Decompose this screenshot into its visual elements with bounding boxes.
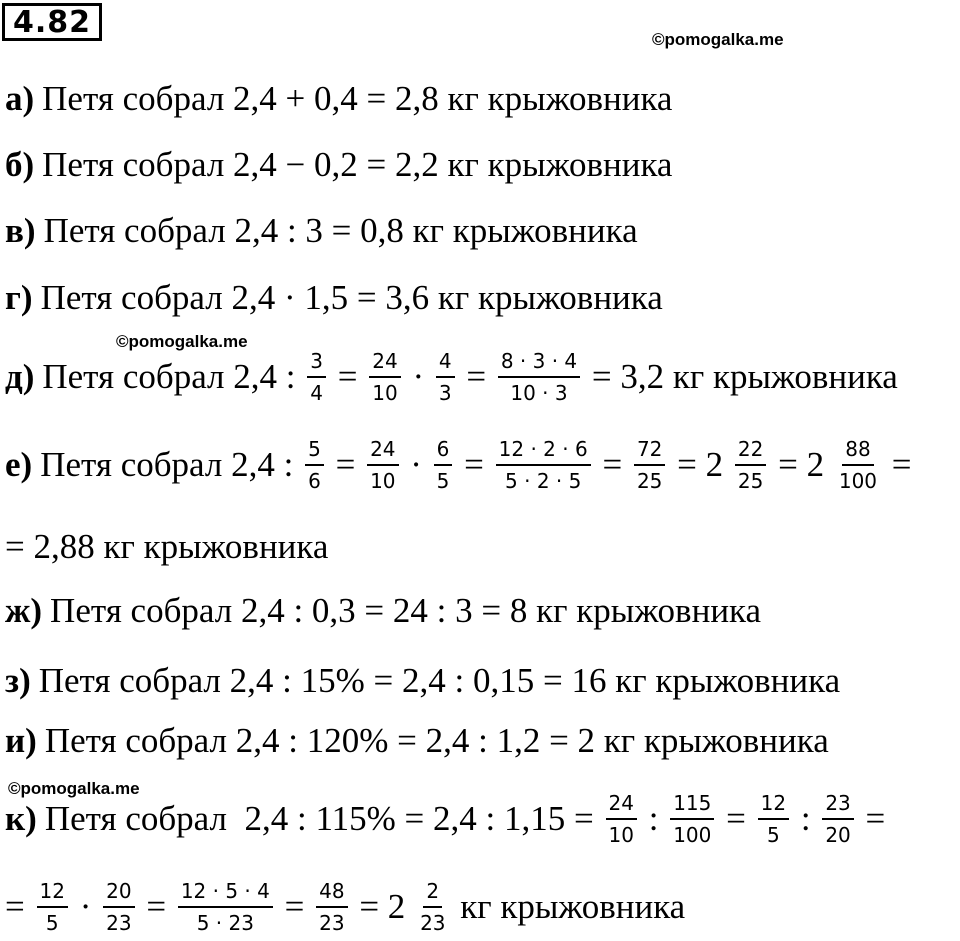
- solution-line: [5, 437, 912, 493]
- solution-line: [5, 879, 686, 935]
- line-text: =: [593, 445, 631, 484]
- line-text: ·: [70, 887, 101, 926]
- fraction-denominator: 5: [767, 823, 780, 847]
- fraction: [369, 349, 400, 405]
- line-text: ·: [403, 357, 433, 396]
- fraction: [634, 437, 665, 493]
- solution-line: [5, 716, 829, 766]
- line-text: Петя собрал 2,4 : 120% = 2,4 : 1,2 = 2 кг крыжовника: [44, 721, 829, 760]
- line-text: =: [457, 357, 495, 396]
- item-label: д): [5, 357, 35, 396]
- line-text: Петя собрал 2,4 : 0,3 = 24 : 3 = 8 кг крыжовника: [50, 591, 762, 630]
- fraction-numerator: 2: [423, 879, 442, 908]
- line-text: ·: [401, 445, 431, 484]
- fraction-denominator: 6: [308, 469, 321, 493]
- fraction: [606, 791, 637, 847]
- watermark: ©pomogalka.me: [652, 30, 784, 49]
- line-text: Петя собрал 2,4 + 0,4 = 2,8 кг крыжовника: [42, 79, 673, 118]
- line-text: =: [5, 887, 34, 926]
- item-label: е): [5, 445, 33, 484]
- fraction: [417, 879, 448, 935]
- fraction: [735, 437, 766, 493]
- solution-line: [5, 273, 663, 323]
- fraction-denominator: 100: [838, 469, 878, 493]
- item-label: з): [5, 661, 31, 700]
- watermark: ©pomogalka.me: [8, 779, 140, 798]
- fraction: [178, 879, 273, 935]
- fraction-denominator: 5: [436, 469, 450, 493]
- fraction: [316, 879, 347, 935]
- watermark: ©pomogalka.me: [116, 332, 248, 351]
- line-text: =: [326, 445, 365, 484]
- fraction: [496, 437, 591, 493]
- fraction-denominator: 10: [372, 381, 398, 405]
- fraction-numerator: 72: [634, 437, 665, 466]
- line-text: Петя собрал 2,4 : 115% = 2,4 : 1,15 =: [44, 799, 603, 838]
- fraction-numerator: 5: [305, 437, 324, 466]
- fraction-denominator: 5: [45, 911, 59, 935]
- fraction-denominator: 10: [370, 469, 396, 493]
- fraction-numerator: 115: [670, 791, 714, 820]
- fraction-denominator: 100: [673, 823, 712, 847]
- fraction-numerator: 4: [436, 349, 455, 378]
- fraction-numerator: 48: [316, 879, 347, 908]
- fraction-numerator: 6: [434, 437, 453, 466]
- fraction-numerator: 23: [822, 791, 853, 820]
- fraction-denominator: 25: [737, 469, 764, 493]
- line-text: = 2,88 кг крыжовника: [5, 527, 329, 566]
- item-label: к): [5, 799, 37, 838]
- solution-line: [5, 791, 886, 847]
- line-text: = 2: [350, 887, 415, 926]
- line-text: Петя собрал 2,4 :: [40, 445, 303, 484]
- fraction: [367, 437, 398, 493]
- line-text: Петя собрал 2,4 · 1,5 = 3,6 кг крыжовника: [40, 278, 663, 317]
- line-text: =: [883, 445, 912, 484]
- fraction-numerator: 3: [307, 349, 326, 378]
- fraction: [307, 349, 326, 405]
- line-text: = 2: [668, 445, 732, 484]
- fraction: [822, 791, 853, 847]
- fraction-numerator: 24: [606, 791, 637, 820]
- item-label: б): [5, 145, 35, 184]
- fraction-numerator: 24: [367, 437, 398, 466]
- fraction-denominator: 10 · 3: [510, 381, 568, 405]
- fraction-denominator: 20: [825, 823, 851, 847]
- item-label: г): [5, 278, 33, 317]
- fraction-numerator: 22: [735, 437, 766, 466]
- solution-line: [5, 586, 761, 636]
- fraction-denominator: 3: [438, 381, 452, 405]
- line-text: кг крыжовника: [451, 887, 686, 926]
- fraction: [37, 879, 68, 935]
- item-label: а): [5, 79, 35, 118]
- fraction-numerator: 20: [103, 879, 134, 908]
- fraction-numerator: 12: [37, 879, 68, 908]
- line-text: = 3,2 кг крыжовника: [583, 357, 898, 396]
- solution-line: [5, 140, 672, 190]
- fraction-denominator: 5 · 2 · 5: [505, 469, 582, 493]
- fraction: [758, 791, 789, 847]
- fraction-denominator: 4: [310, 381, 323, 405]
- fraction-numerator: 24: [369, 349, 400, 378]
- line-text: =: [856, 799, 886, 838]
- fraction-numerator: 88: [842, 437, 873, 466]
- solution-line: [5, 656, 840, 706]
- fraction: [305, 437, 324, 493]
- line-text: =: [137, 887, 175, 926]
- solution-line: [5, 522, 328, 572]
- fraction-denominator: 23: [106, 911, 132, 935]
- item-label: ж): [5, 591, 43, 630]
- fraction-denominator: 5 · 23: [196, 911, 254, 935]
- line-text: Петя собрал 2,4 : 3 = 0,8 кг крыжовника: [43, 211, 638, 250]
- fraction-numerator: 8 · 3 · 4: [498, 349, 580, 378]
- fraction-denominator: 10: [608, 823, 634, 847]
- line-text: Петя собрал 2,4 :: [42, 357, 305, 396]
- line-text: =: [328, 357, 367, 396]
- fraction-denominator: 23: [420, 911, 446, 935]
- line-text: =: [717, 799, 755, 838]
- problem-number: 4.82: [2, 3, 102, 41]
- line-text: = 2: [769, 445, 833, 484]
- line-text: :: [639, 799, 668, 838]
- solution-line: [5, 349, 898, 405]
- solution-line: [5, 206, 638, 256]
- fraction-denominator: 25: [636, 469, 663, 493]
- fraction: [836, 437, 880, 493]
- fraction-numerator: 12: [758, 791, 789, 820]
- line-text: Петя собрал 2,4 : 15% = 2,4 : 0,15 = 16 кг крыжовника: [38, 661, 841, 700]
- fraction: [434, 437, 453, 493]
- fraction-numerator: 12 · 5 · 4: [178, 879, 273, 908]
- item-label: и): [5, 721, 37, 760]
- line-text: =: [275, 887, 314, 926]
- line-text: :: [792, 799, 820, 838]
- solution-line: [5, 74, 672, 124]
- fraction: [103, 879, 134, 935]
- line-text: Петя собрал 2,4 − 0,2 = 2,2 кг крыжовника: [42, 145, 673, 184]
- fraction: [498, 349, 580, 405]
- fraction-numerator: 12 · 2 · 6: [496, 437, 591, 466]
- fraction: [436, 349, 455, 405]
- item-label: в): [5, 211, 36, 250]
- fraction: [670, 791, 714, 847]
- line-text: =: [455, 445, 493, 484]
- fraction-denominator: 23: [319, 911, 345, 935]
